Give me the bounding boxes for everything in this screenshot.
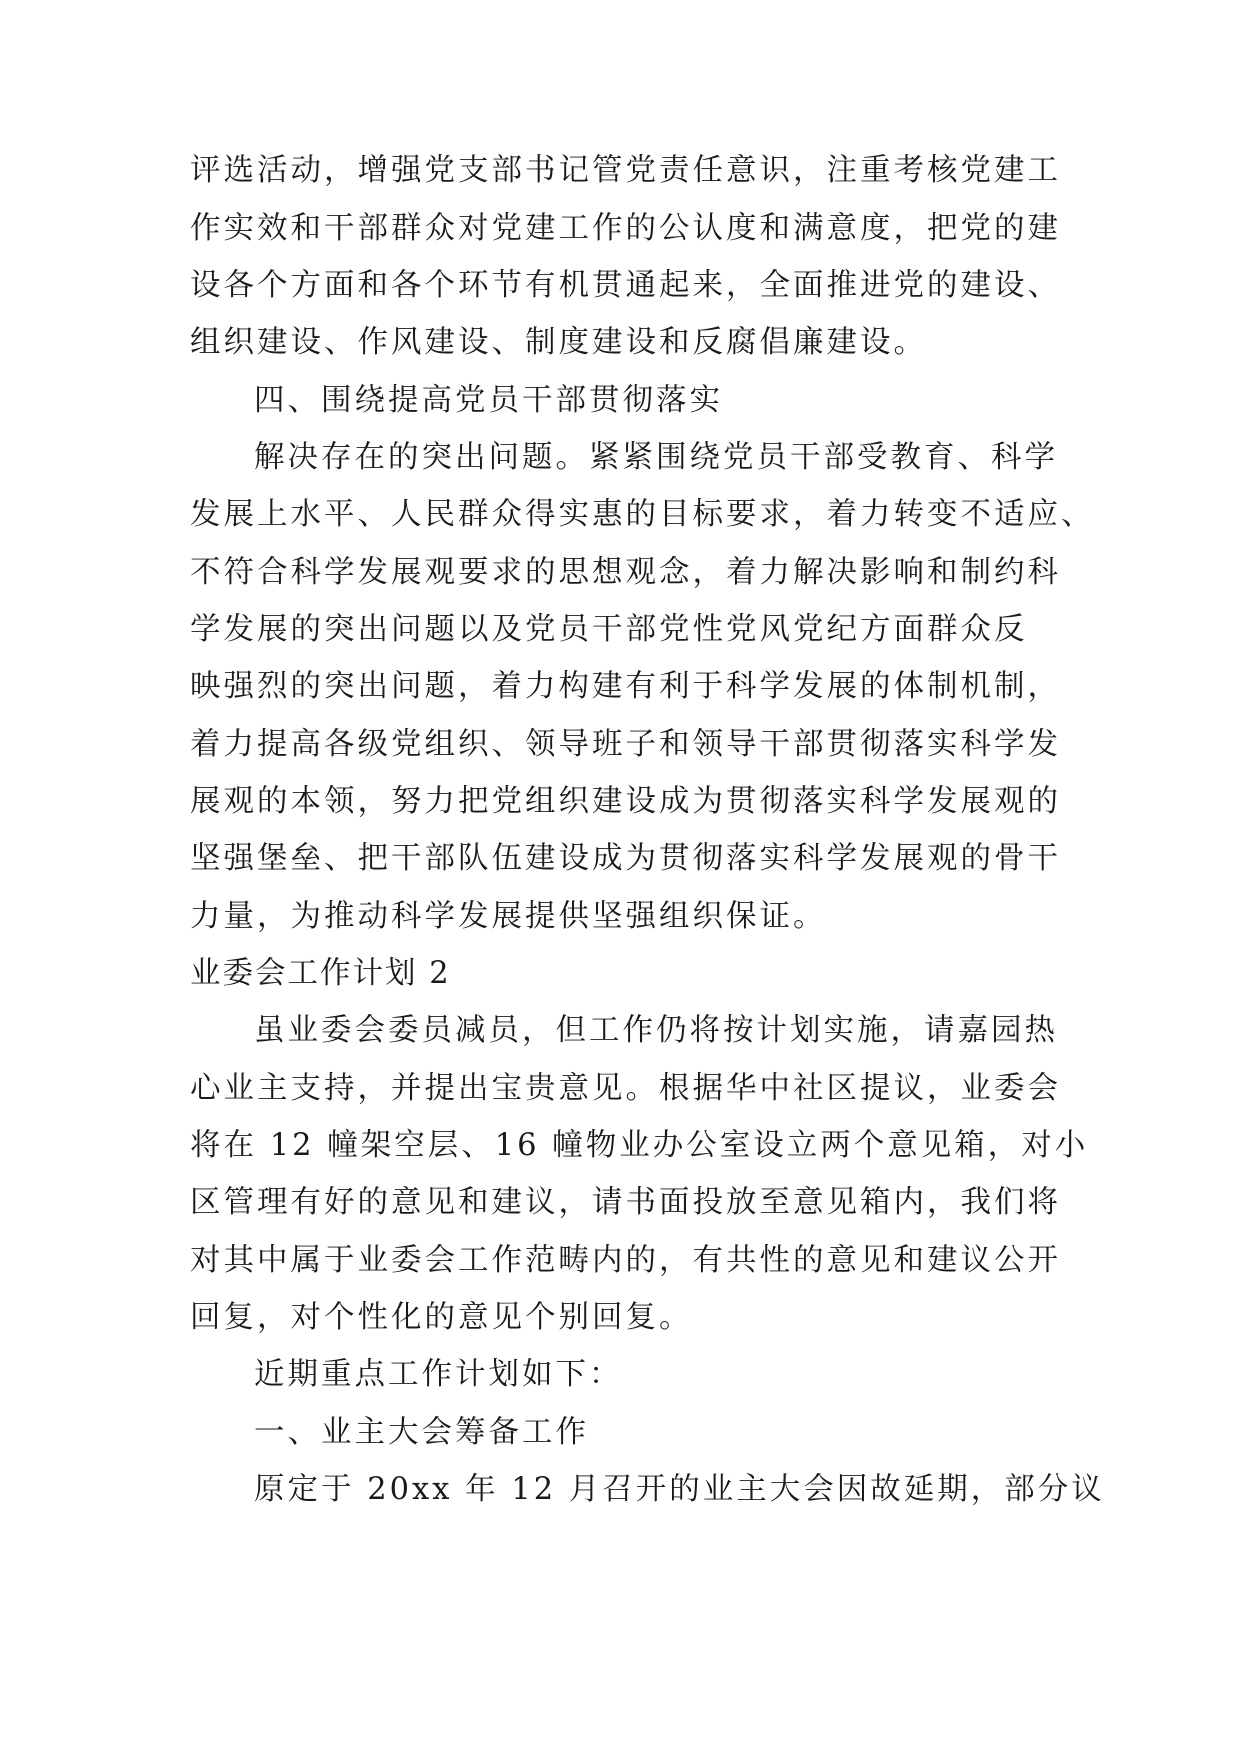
paragraph-line: 组织建设、作风建设、制度建设和反腐倡廉建设。: [190, 325, 927, 360]
paragraph-line: 坚强堡垒、把干部队伍建设成为贯彻落实科学发展观的骨干: [190, 841, 1061, 876]
paragraph-line: 力量，为推动科学发展提供坚强组织保证。: [190, 899, 827, 934]
paragraph-line: 展观的本领，努力把党组织建设成为贯彻落实科学发展观的: [190, 784, 1061, 819]
paragraph-line: 区管理有好的意见和建议，请书面投放至意见箱内，我们将: [190, 1185, 1061, 1220]
paragraph-line: 心业主支持，并提出宝贵意见。根据华中社区提议，业委会: [190, 1071, 1061, 1106]
paragraph-line: 学发展的突出问题以及党员干部党性党风党纪方面群众反: [190, 612, 1028, 647]
paragraph-line: 虽业委会委员减员，但工作仍将按计划实施，请嘉园热: [254, 1013, 1058, 1048]
paragraph-line: 发展上水平、人民群众得实惠的目标要求，着力转变不适应、: [190, 497, 1095, 532]
paragraph-line: 评选活动，增强党支部书记管党责任意识，注重考核党建工: [190, 153, 1061, 188]
paragraph-line: 将在 12 幢架空层、16 幢物业办公室设立两个意见箱，对小: [190, 1128, 1089, 1163]
paragraph-line: 原定于 20xx 年 12 月召开的业主大会因故延期，部分议: [254, 1472, 1105, 1507]
paragraph-line: 作实效和干部群众对党建工作的公认度和满意度，把党的建: [190, 211, 1061, 246]
paragraph-line: 不符合科学发展观要求的思想观念，着力解决影响和制约科: [190, 555, 1061, 590]
paragraph-line: 近期重点工作计划如下：: [254, 1357, 623, 1392]
section-heading: 一、业主大会筹备工作: [254, 1415, 589, 1450]
paragraph-line: 映强烈的突出问题，着力构建有利于科学发展的体制机制，: [190, 669, 1061, 704]
paragraph-line: 回复，对个性化的意见个别回复。: [190, 1300, 693, 1335]
paragraph-line: 设各个方面和各个环节有机贯通起来，全面推进党的建设、: [190, 268, 1061, 303]
paragraph-line: 解决存在的突出问题。紧紧围绕党员干部受教育、科学: [254, 440, 1058, 475]
paragraph-line: 对其中属于业委会工作范畴内的，有共性的意见和建议公开: [190, 1243, 1061, 1278]
paragraph-line: 着力提高各级党组织、领导班子和领导干部贯彻落实科学发: [190, 727, 1061, 762]
document-title: 业委会工作计划 2: [190, 956, 451, 991]
section-heading: 四、围绕提高党员干部贯彻落实: [254, 383, 723, 418]
